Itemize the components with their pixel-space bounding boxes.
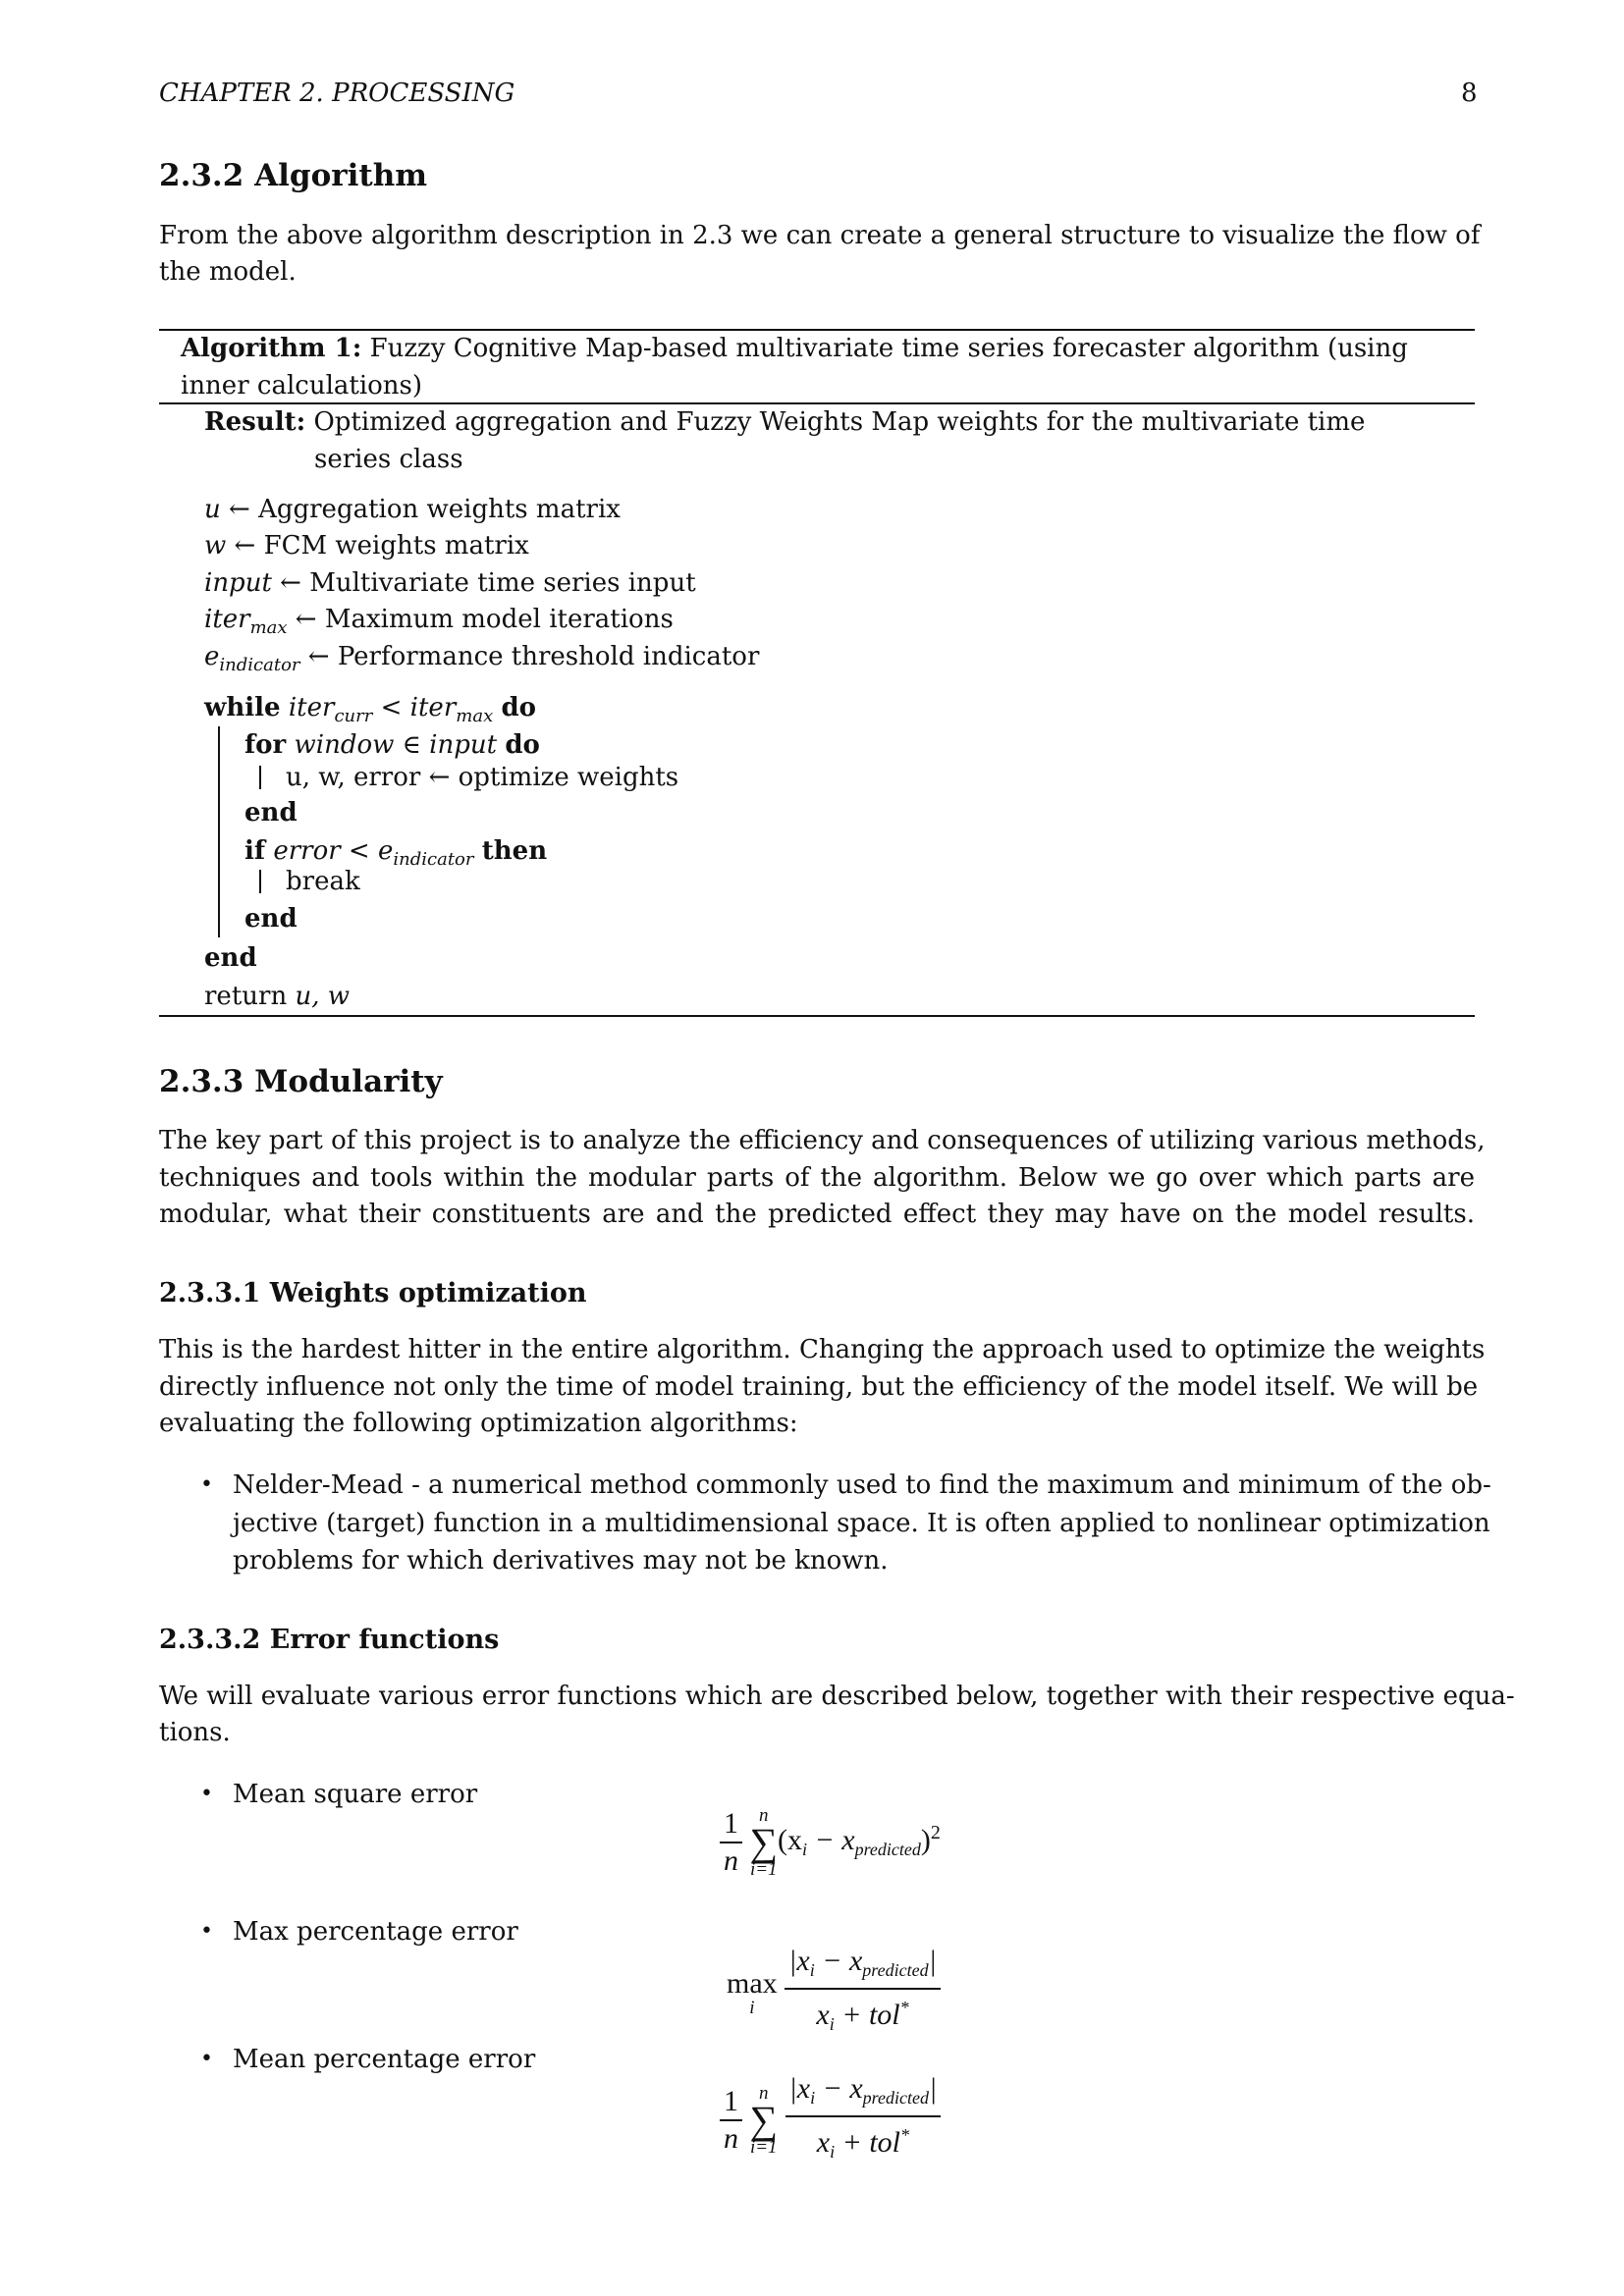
- block-indent-bar: [259, 766, 261, 789]
- sigma-icon: ∑: [749, 2098, 779, 2142]
- kw: then: [481, 836, 548, 866]
- var: input: [204, 568, 272, 598]
- end-keyword: end: [244, 904, 298, 934]
- exp: 2: [930, 1821, 941, 1843]
- result-text: Optimized aggregation and Fuzzy Weights Map weights for the multivariate time: [305, 407, 1366, 437]
- paragraph-line: This is the hardest hitter in the entire algorithm. Changing the approach used to optimize the weights: [159, 1335, 1486, 1364]
- paragraph-line: The key part of this project is to analyze the efficiency and consequences of utilizing various methods,: [159, 1126, 1486, 1155]
- s: i: [829, 2014, 835, 2034]
- s: predicted: [862, 2088, 929, 2108]
- kw: while: [204, 693, 281, 722]
- s: *: [899, 1998, 909, 2017]
- s: predicted: [854, 1839, 921, 1859]
- lower: i=1: [749, 1859, 778, 1880]
- end-keyword: end: [204, 943, 257, 973]
- assign-line: [204, 565, 696, 601]
- op: <: [372, 693, 410, 722]
- bullet-line: jective (target) function in a multidimensional space. It is often applied to nonlinear optimization: [233, 1509, 1490, 1538]
- s: i: [802, 1839, 808, 1859]
- page-number: 8: [1461, 79, 1478, 108]
- error-item-mean: Mean percentage error: [233, 2045, 536, 2074]
- algorithm-result: [204, 404, 1365, 440]
- algorithm-caption: [181, 331, 1408, 366]
- var: e: [204, 642, 220, 671]
- var: input: [429, 730, 498, 760]
- desc: ← Performance threshold indicator: [299, 642, 760, 671]
- block-indent-bar: [218, 726, 220, 937]
- num: 1: [720, 2084, 742, 2121]
- result-label: Result:: [204, 407, 306, 437]
- end-keyword: end: [244, 798, 298, 828]
- t: |: [928, 1945, 937, 1977]
- var: window: [294, 730, 395, 760]
- paragraph-line: evaluating the following optimization algorithms:: [159, 1409, 798, 1438]
- var: e: [377, 836, 394, 866]
- paragraph-line: directly influence not only the time of model training, but the efficiency of the model itself. We will be: [159, 1372, 1479, 1402]
- kw: do: [501, 693, 537, 722]
- idx: i: [749, 1997, 755, 2018]
- s: i: [830, 2142, 836, 2162]
- sub: indicator: [393, 849, 474, 870]
- algorithm-bottom-rule: [159, 1015, 1475, 1017]
- running-header-chapter: CHAPTER 2. PROCESSING: [159, 79, 515, 108]
- op: ∈: [394, 730, 430, 760]
- t: − x: [814, 1945, 863, 1977]
- equation-mse: [720, 1806, 941, 1879]
- var: iter: [288, 693, 335, 722]
- paragraph-line: tions.: [159, 1718, 231, 1747]
- var: error: [273, 836, 341, 866]
- section-heading-algorithm: 2.3.2 Algorithm: [159, 158, 428, 193]
- for-line: [244, 727, 540, 763]
- algorithm-caption-line2: inner calculations): [181, 371, 423, 400]
- t: |: [928, 2072, 938, 2105]
- assign-line: [204, 639, 759, 683]
- t: + tol: [835, 2126, 900, 2159]
- upper: n: [759, 2083, 769, 2104]
- section-heading-modularity: 2.3.3 Modularity: [159, 1064, 443, 1099]
- paragraph-line: We will evaluate various error functions which are described below, together with their respective equa-: [159, 1682, 1515, 1711]
- equation-max: [727, 1944, 941, 2042]
- den: n: [724, 1844, 738, 1877]
- op: <: [340, 836, 378, 866]
- sigma-icon: ∑: [749, 1820, 779, 1864]
- kw: if: [244, 836, 266, 866]
- paragraph-line: modular, what their constituents are and the predicted effect they may have on the model results.: [159, 1200, 1475, 1229]
- t: ): [920, 1823, 931, 1856]
- bullet-line: Nelder-Mead - a numerical method commonly used to find the maximum and minimum of the ob-: [233, 1470, 1491, 1500]
- var: iter: [409, 693, 457, 722]
- bullet-icon: •: [200, 2047, 213, 2071]
- s: i: [809, 1960, 815, 1980]
- bullet-icon: •: [200, 1472, 213, 1497]
- paragraph-line: techniques and tools within the modular parts of the algorithm. Below we go over which parts are: [159, 1163, 1475, 1193]
- t: + tol: [834, 1999, 900, 2031]
- bullet-icon: •: [200, 1919, 213, 1944]
- subsection-heading-weights: 2.3.3.1 Weights optimization: [159, 1278, 587, 1308]
- error-item-mse: Mean square error: [233, 1780, 478, 1809]
- block-indent-bar: [259, 870, 261, 893]
- var: w: [204, 531, 227, 561]
- return-line: [204, 979, 350, 1014]
- num: 1: [720, 1806, 742, 1843]
- caption-label: Algorithm 1:: [181, 334, 362, 363]
- t: x: [816, 2126, 831, 2159]
- desc: ← Maximum model iterations: [287, 605, 674, 634]
- upper: n: [759, 1805, 769, 1826]
- sub: max: [249, 617, 288, 638]
- t: x: [816, 1999, 830, 2031]
- s: predicted: [862, 1960, 929, 1980]
- den: n: [724, 2122, 738, 2155]
- kw: return: [204, 982, 296, 1011]
- algorithm-result-line2: series class: [314, 445, 463, 474]
- paragraph-line: the model.: [159, 257, 297, 287]
- desc: ← FCM weights matrix: [226, 531, 529, 561]
- t: − x: [815, 2072, 863, 2105]
- assign-line: [204, 528, 529, 563]
- sub: curr: [334, 706, 373, 726]
- s: *: [900, 2125, 909, 2145]
- kw: for: [244, 730, 287, 760]
- paragraph-line: From the above algorithm description in 2.3 we can create a general structure to visualize the flow of: [159, 221, 1481, 250]
- subsection-heading-error: 2.3.3.2 Error functions: [159, 1625, 500, 1655]
- t: |x: [788, 1945, 810, 1977]
- max: max: [727, 1966, 778, 2000]
- equation-mean-percentage: [720, 2071, 941, 2169]
- error-item-max: Max percentage error: [233, 1917, 518, 1947]
- sub: max: [456, 706, 494, 726]
- caption-text: Fuzzy Cognitive Map-based multivariate time series forecaster algorithm (using: [361, 334, 1408, 363]
- for-body: u, w, error ← optimize weights: [286, 763, 679, 792]
- vars: u, w: [295, 982, 350, 1011]
- lower: i=1: [749, 2137, 778, 2158]
- desc: ← Aggregation weights matrix: [220, 495, 621, 524]
- s: i: [810, 2088, 816, 2108]
- kw: do: [505, 730, 540, 760]
- t: |x: [788, 2072, 811, 2105]
- sub: indicator: [219, 655, 300, 675]
- break-line: break: [286, 867, 360, 896]
- assign-line: [204, 492, 621, 527]
- t: − x: [807, 1823, 855, 1856]
- bullet-line: problems for which derivatives may not be known.: [233, 1546, 889, 1575]
- t: (x: [778, 1823, 803, 1856]
- desc: ← Multivariate time series input: [271, 568, 696, 598]
- var: iter: [204, 605, 250, 634]
- var: u: [204, 495, 221, 524]
- bullet-icon: •: [200, 1782, 213, 1806]
